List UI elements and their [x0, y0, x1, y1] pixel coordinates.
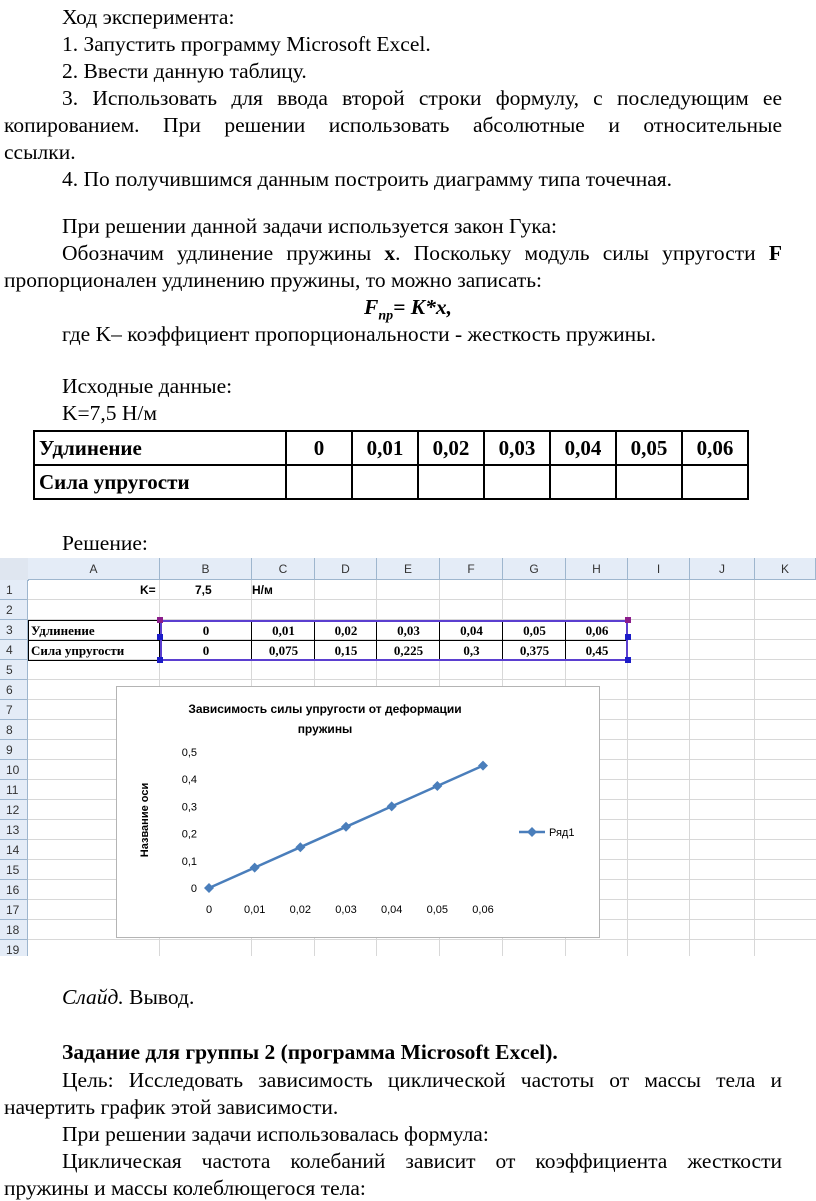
chart-title: пружины	[297, 722, 353, 736]
column-header-b[interactable]: B	[160, 558, 252, 580]
grid-line	[28, 939, 816, 940]
legend-label: Ряд1	[549, 827, 575, 839]
row-header-16[interactable]: 16	[0, 880, 28, 900]
row-header-13[interactable]: 13	[0, 820, 28, 840]
cell-k-unit[interactable]: Н/м	[252, 583, 273, 597]
excel-screenshot	[0, 558, 816, 956]
x-tick-label: 0,05	[426, 904, 449, 916]
selection-handle[interactable]	[157, 634, 163, 640]
formula-rest: = K*x,	[393, 295, 452, 319]
row-header-10[interactable]: 10	[0, 760, 28, 780]
task-title: Задание для группы 2 (программа Microsoft Excel).	[62, 1040, 558, 1064]
column-header-d[interactable]: D	[315, 558, 377, 580]
cell-value[interactable]: 0,06	[585, 623, 609, 638]
hooke-line-2	[62, 240, 782, 266]
y-tick-label: 0,1	[181, 855, 197, 868]
cell-value[interactable]: 0,375	[519, 643, 550, 658]
table-cell	[418, 465, 484, 499]
cell-row4-label[interactable]: Сила упругости	[31, 643, 125, 658]
sheet-corner[interactable]	[0, 558, 29, 581]
formula-sub: пр	[378, 308, 394, 324]
grid-line	[689, 580, 690, 956]
column-header-j[interactable]: J	[690, 558, 755, 580]
table-cell: 0	[286, 431, 352, 465]
hooke-intro: При решении данной задачи используется закон Гука:	[62, 214, 558, 238]
cell-row3-label[interactable]: Удлинение	[31, 623, 95, 638]
row-header-14[interactable]: 14	[0, 840, 28, 860]
column-header-g[interactable]: G	[503, 558, 566, 580]
row-header-15[interactable]: 15	[0, 860, 28, 880]
selection-handle[interactable]	[625, 634, 631, 640]
grid-line	[28, 679, 816, 680]
cell-value[interactable]: 0	[202, 623, 210, 638]
hooke-line-3: пропорционален удлинению пружины, то можно записать:	[4, 268, 543, 292]
row-header-2[interactable]: 2	[0, 600, 28, 620]
var-x: x	[384, 241, 396, 265]
cell-value[interactable]: 0,15	[334, 643, 358, 658]
table-cell	[286, 465, 352, 499]
column-header-h[interactable]: H	[566, 558, 628, 580]
column-header-f[interactable]: F	[440, 558, 503, 580]
row-header-6[interactable]: 6	[0, 680, 28, 700]
data-point	[478, 761, 488, 771]
cell-value[interactable]: 0	[202, 643, 210, 658]
row-header-4[interactable]: 4	[0, 640, 28, 660]
selection-handle[interactable]	[625, 617, 631, 623]
table-cell: 0,05	[616, 431, 682, 465]
var-F: F	[768, 241, 782, 265]
selection-handle[interactable]	[157, 617, 163, 623]
selection-handle[interactable]	[625, 657, 631, 663]
step-4: 4. По получившимся данным построить диаграмму типа точечная.	[62, 167, 673, 191]
x-tick-label: 0,03	[335, 904, 357, 916]
column-header-c[interactable]: C	[252, 558, 315, 580]
data-point	[204, 883, 214, 893]
step-1: 1. Запустить программу Microsoft Excel.	[62, 32, 431, 56]
data-point	[250, 863, 260, 873]
hooke-line-2-b: . Поскольку модуль силы упругости	[395, 241, 769, 265]
cell-value[interactable]: 0,075	[268, 643, 299, 658]
row-header-7[interactable]: 7	[0, 700, 28, 720]
input-heading: Исходные данные:	[62, 374, 233, 398]
column-header-k[interactable]: K	[755, 558, 816, 580]
table-cell	[616, 465, 682, 499]
goal-line-2: начертить график этой зависимости.	[4, 1095, 339, 1119]
goal-line-1: Цель: Исследовать зависимость циклической частоты от массы тела и	[62, 1068, 782, 1092]
selection-handle[interactable]	[157, 657, 163, 663]
y-tick-label: 0,4	[181, 774, 197, 787]
y-tick-label: 0,3	[181, 801, 197, 814]
cell-value[interactable]: 0,04	[460, 623, 483, 638]
chart-area[interactable]	[116, 686, 600, 938]
column-header-e[interactable]: E	[377, 558, 440, 580]
table-cell	[550, 465, 616, 499]
table-cell: 0,02	[418, 431, 484, 465]
data-point	[341, 822, 351, 832]
chart-title: Зависимость силы упругости от деформации	[188, 702, 462, 716]
x-tick-label: 0,01	[243, 904, 266, 916]
row-label-elongation: Удлинение	[34, 431, 286, 465]
table-cell	[484, 465, 550, 499]
table-cell: 0,04	[550, 431, 616, 465]
freq-line-1: Циклическая частота колебаний зависит от коэффициента жесткости	[62, 1149, 782, 1173]
cell-k-label[interactable]: K=	[140, 583, 156, 597]
formula-F: F	[364, 295, 379, 319]
cell-value[interactable]: 0,02	[334, 623, 358, 638]
row-header-18[interactable]: 18	[0, 920, 28, 940]
row-header-19[interactable]: 19	[0, 940, 28, 956]
column-header-i[interactable]: I	[628, 558, 690, 580]
row-header-1[interactable]: 1	[0, 580, 28, 600]
step-3-line-2: копированием. При решении использовать абсолютные и относительные	[4, 113, 782, 137]
row-header-8[interactable]: 8	[0, 720, 28, 740]
column-header-a[interactable]: A	[28, 558, 160, 580]
data-point	[387, 801, 397, 811]
table-row	[34, 431, 748, 465]
solution-label: Решение:	[62, 531, 148, 555]
step-3-line-3: ссылки.	[4, 140, 76, 164]
data-point	[295, 842, 305, 852]
cell-value[interactable]: 0,03	[397, 623, 420, 638]
table-cell: 0,06	[682, 431, 748, 465]
y-tick-label: 0,2	[181, 828, 197, 841]
cell-value[interactable]: 0,3	[463, 643, 480, 658]
x-tick-label: 0,06	[472, 904, 494, 916]
y-tick-label: 0,5	[181, 747, 197, 759]
x-tick-label: 0	[205, 904, 213, 916]
hooke-line-4: где K– коэффициент пропорциональности - жесткость пружины.	[62, 322, 656, 346]
row-header-12[interactable]: 12	[0, 800, 28, 820]
table-cell: 0,03	[484, 431, 550, 465]
cell-value[interactable]: 0,01	[272, 623, 295, 638]
y-axis-label: Название оси	[139, 782, 151, 858]
table-cell	[682, 465, 748, 499]
scatter-chart	[117, 687, 601, 939]
slide-label: Слайд.	[62, 985, 124, 1009]
x-tick-label: 0,02	[289, 904, 312, 916]
row-header-11[interactable]: 11	[0, 780, 28, 800]
hooke-line-2-a: Обозначим удлинение пружины	[62, 241, 385, 265]
step-3-line-1: 3. Использовать для ввода второй строки формулу, с последующим ее	[62, 86, 782, 110]
slide-conclusion	[62, 984, 194, 1010]
legend-marker	[527, 827, 537, 837]
slide-text: Вывод.	[123, 985, 195, 1009]
selection-border	[160, 620, 628, 661]
step-2: 2. Ввести данную таблицу.	[62, 59, 307, 83]
cell-k-value[interactable]: 7,5	[195, 583, 212, 597]
heading-experiment: Ход эксперимента:	[62, 5, 235, 29]
row-header-3[interactable]: 3	[0, 620, 28, 640]
x-tick-label: 0,04	[380, 904, 403, 916]
row-header-5[interactable]: 5	[0, 660, 28, 680]
row-header-9[interactable]: 9	[0, 740, 28, 760]
table-cell: 0,01	[352, 431, 418, 465]
input-table	[33, 430, 749, 500]
cell-value[interactable]: 0,05	[523, 623, 546, 638]
cell-value[interactable]: 0,45	[585, 643, 609, 658]
formula-line: При решении задачи использовалась формула:	[62, 1122, 489, 1146]
input-k-value: K=7,5 Н/м	[62, 401, 158, 425]
data-point	[432, 781, 442, 791]
y-tick-label: 0	[190, 883, 197, 895]
row-label-force: Сила упругости	[34, 465, 286, 499]
table-cell	[352, 465, 418, 499]
row-header-17[interactable]: 17	[0, 900, 28, 920]
cell-value[interactable]: 0,225	[393, 643, 424, 658]
table-row	[34, 465, 748, 499]
grid-line	[754, 580, 755, 956]
freq-line-2: пружины и массы колеблющегося тела:	[4, 1176, 366, 1200]
